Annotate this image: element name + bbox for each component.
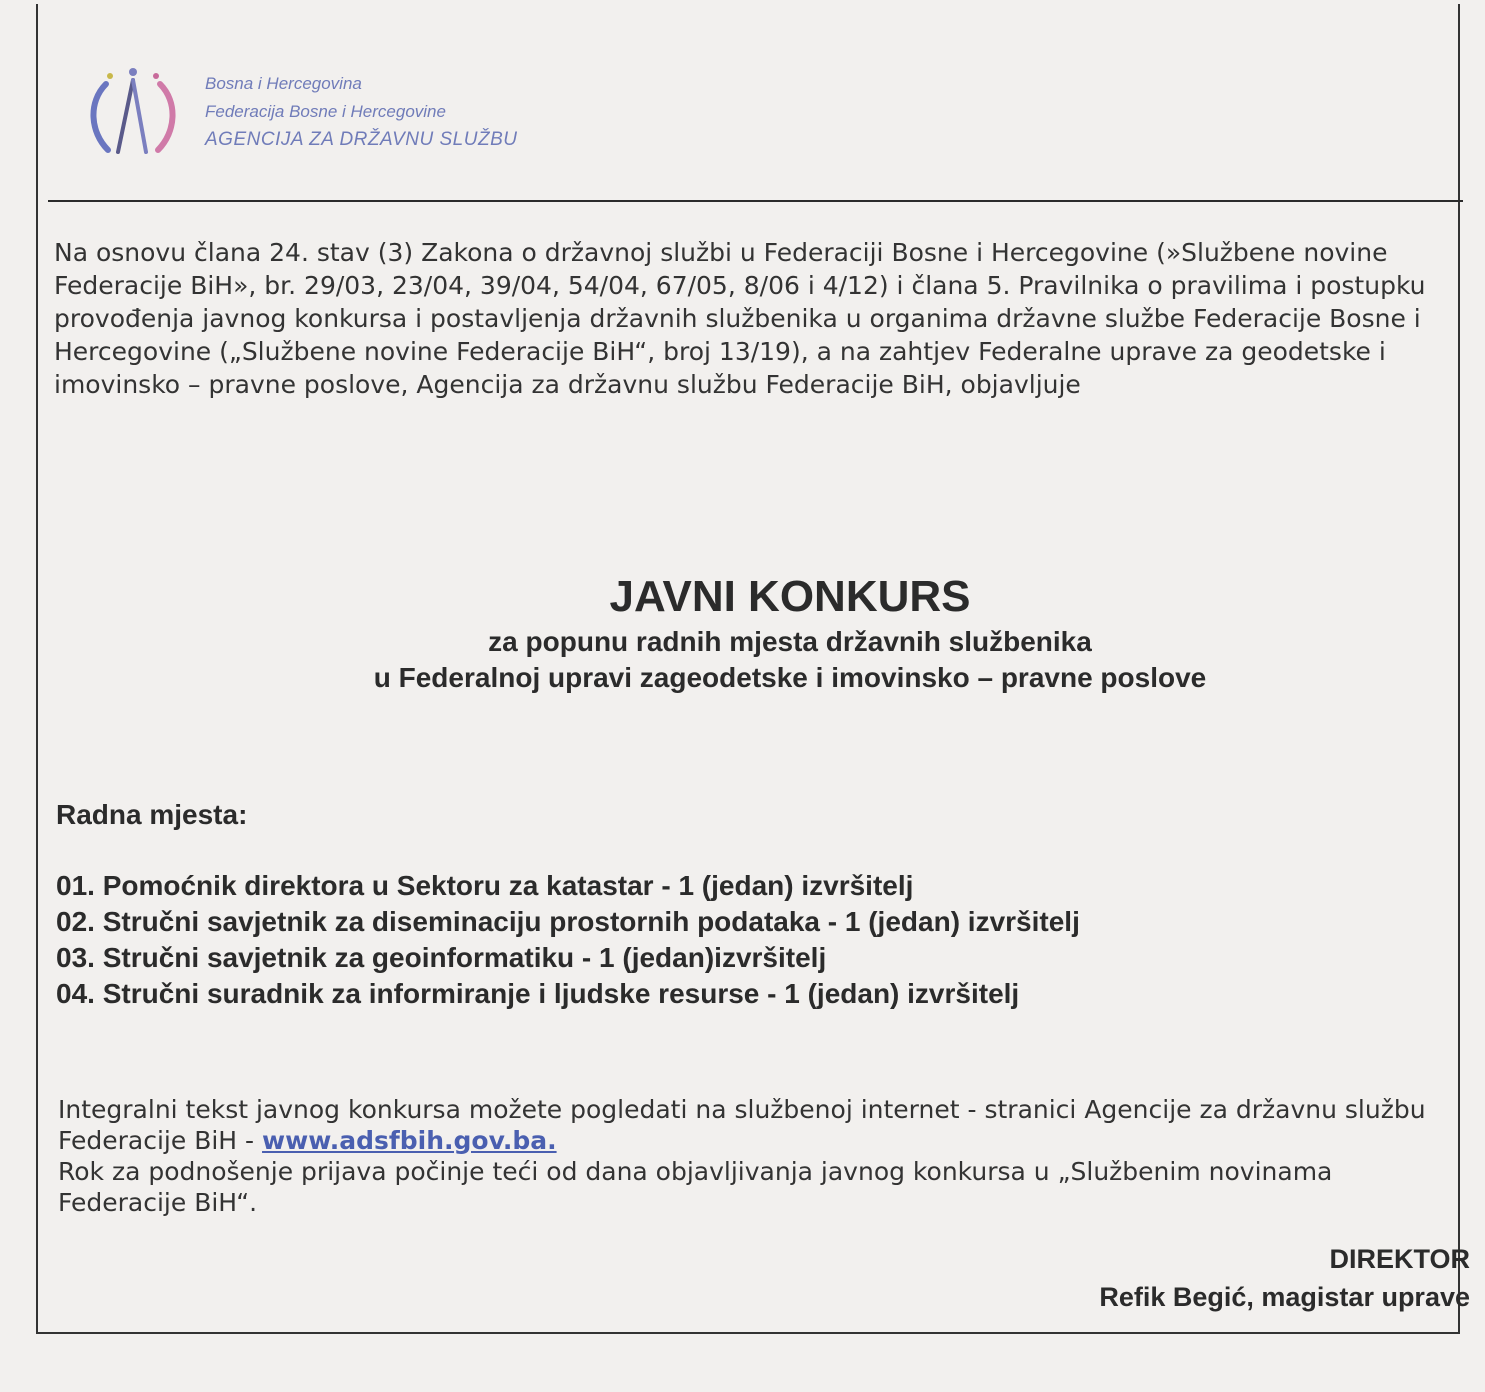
closing-text-2: Rok za podnošenje prijava počinje teći od dana objavljivanja javnog konkursa u „Službenim novinama Federacije BiH“.: [58, 1157, 1333, 1217]
list-item: 02. Stručni savjetnik za diseminaciju prostornih podataka - 1 (jedan) izvršitelj: [56, 906, 1080, 937]
subtitle-line-1: za popunu radnih mjesta državnih službenika: [488, 626, 1092, 657]
title-block: [38, 570, 1462, 696]
signature-name: Refik Begić, magistar uprave: [1099, 1282, 1470, 1312]
subtitle-line-2: u Federalnoj upravi zageodetske i imovinsko – pravne poslove: [373, 662, 1207, 693]
agency-line-federation: Federacija Bosne i Hercegovine: [205, 102, 446, 121]
intro-paragraph: Na osnovu člana 24. stav (3) Zakona o državnoj službi u Federaciji Bosne i Hercegovine (»Službene novine Federacije BiH», br. 29/03, 23/04, 39/04, 54/04, 67/05, 8/06 i 4/12) i člana 5. Pravilnika o pravilima i postupku provođenja javnog konkursa i postavljenja državnih službenika u organima državne službe Federacije Bosne i Hercegovine („Službene novine Federacije BiH“, broj 13/19), a na zahtjev Federalne uprave za geodetske i imovinsko – pravne poslove, Agencija za državnu službu Federacije BiH, objavljuje: [54, 238, 1426, 399]
agency-name: [205, 70, 725, 154]
positions-list: [56, 868, 1080, 1012]
main-title: JAVNI KONKURS: [609, 572, 971, 621]
website-link[interactable]: www.adsfbih.gov.ba.: [262, 1126, 557, 1155]
list-item: 04. Stručni suradnik za informiranje i ljudske resurse - 1 (jedan) izvršitelj: [56, 978, 1020, 1009]
agency-line-country: Bosna i Hercegovina: [205, 74, 362, 93]
list-item: 01. Pomoćnik direktora u Sektoru za katastar - 1 (jedan) izvršitelj: [56, 870, 914, 901]
list-item: 03. Stručni savjetnik za geoinformatiku - 1 (jedan)izvršitelj: [56, 942, 827, 973]
header-divider: [48, 200, 1463, 202]
closing-text-1: Integralni tekst javnog konkursa možete pogledati na službenoj internet - stranici Agencije za državnu službu Federacije BiH -: [58, 1095, 1426, 1155]
agency-line-name: AGENCIJA ZA DRŽAVNU SLUŽBU: [205, 129, 518, 150]
agency-logo-icon: [78, 62, 188, 172]
notice-frame: [36, 4, 1470, 1334]
signature-block: [1099, 1240, 1470, 1316]
signature-title: DIREKTOR: [1329, 1244, 1470, 1274]
positions-heading: Radna mjesta:: [56, 799, 248, 830]
closing-paragraph: [58, 1094, 1448, 1218]
